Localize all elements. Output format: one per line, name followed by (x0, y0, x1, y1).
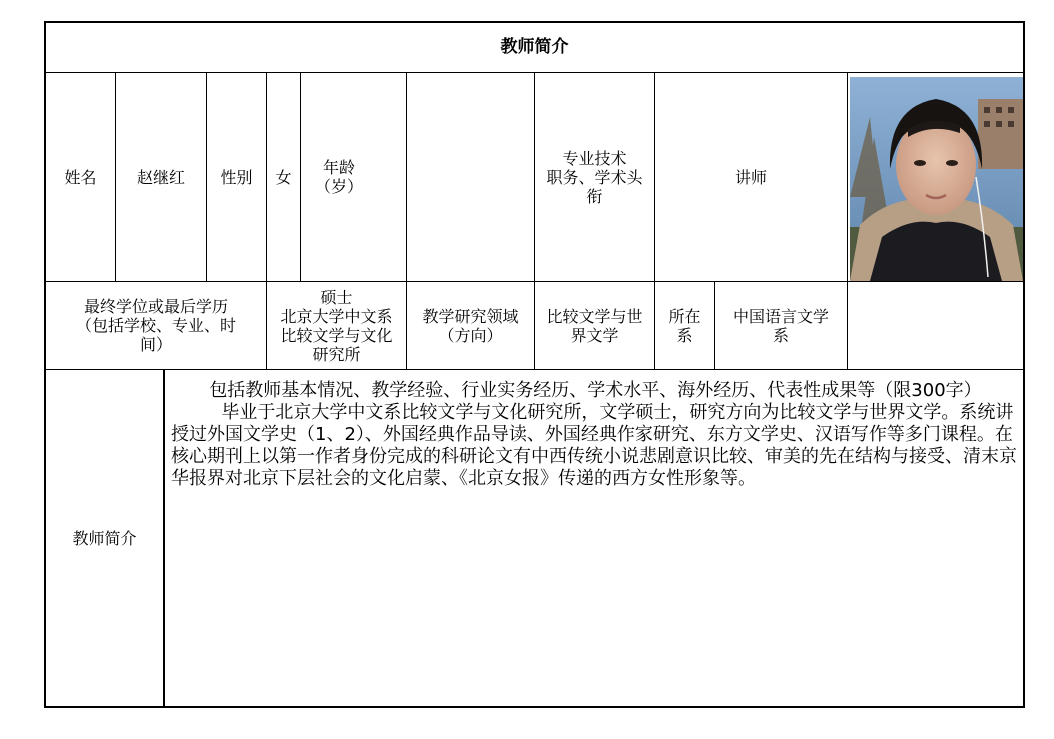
portrait-image (850, 77, 1023, 281)
age-label: 年龄 （岁） (314, 158, 363, 196)
row2-divider (46, 369, 1023, 370)
name-label: 姓名 (64, 167, 97, 187)
profile-hint: 包括教师基本情况、教学经验、行业实务经历、学术水平、海外经历、代表性成果等（限300字） (209, 380, 982, 401)
grid-line (847, 73, 848, 369)
department-value: 中国语言文学 系 (732, 306, 829, 345)
degree-label: 最终学位或最后学历 （包括学校、专业、时 间） (75, 297, 236, 354)
title-value: 讲师 (734, 167, 767, 187)
age-value (407, 73, 534, 281)
profile-label: 教师简介 (72, 528, 137, 548)
profile-text (167, 376, 1023, 706)
page-title: 教师简介 (500, 37, 569, 57)
research-value: 比较文学与世 界文学 (546, 306, 643, 345)
gender-label: 性别 (220, 167, 253, 187)
profile-table (44, 21, 1025, 708)
profile-body: 毕业于北京大学中文系比较文学与文化研究所，文学硕士，研究方向为比较文学与世界文学。系统讲授过外国文学史（1、2）、外国经典作品导读、外国经典作家研究、东方文学史、汉语写作等多门课程。在核心期刊上以第一作者身份完成的科研论文有中西传统小说悲剧意识比较、审美的先在结构与接受、清末京华报界对北京下层社会的文化启蒙、《北京女报》传递的西方女性形象等。 (171, 402, 1017, 489)
gender-value: 女 (275, 167, 292, 187)
degree-value: 硕士 北京大学中文系 比较文学与文化 研究所 (280, 287, 393, 364)
name-value: 赵继红 (136, 167, 185, 187)
teacher-photo (850, 77, 1023, 281)
grid-line (163, 370, 165, 706)
department-label: 所在 系 (668, 306, 701, 345)
research-label: 教学研究领域 （方向） (422, 306, 519, 345)
title-label: 专业技术 职务、学术头 衔 (546, 148, 643, 206)
